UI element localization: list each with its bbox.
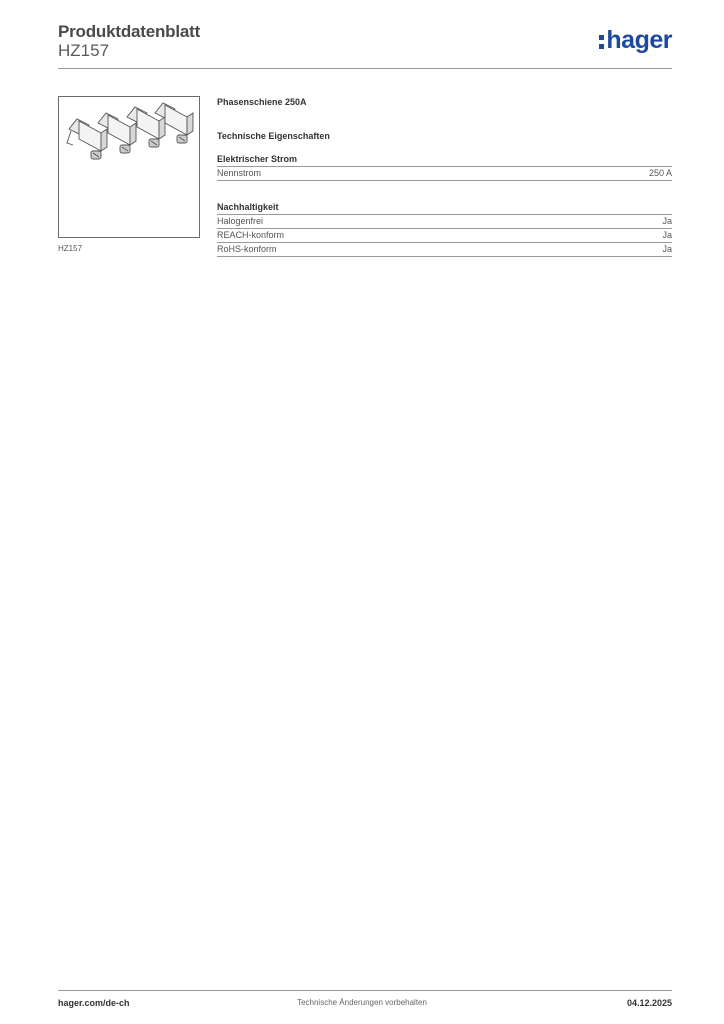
page-header xyxy=(58,20,672,70)
row-label: Nennstrom xyxy=(217,168,262,178)
group-title-sustainability: Nachhaltigkeit xyxy=(217,201,672,215)
table-row xyxy=(217,167,672,181)
spec-table xyxy=(217,96,672,257)
product-code: HZ157 xyxy=(58,41,110,60)
table-row xyxy=(217,215,672,229)
hager-logo xyxy=(599,26,672,54)
table-row xyxy=(217,243,672,257)
table-row xyxy=(217,229,672,243)
product-name: Phasenschiene 250A xyxy=(217,97,307,107)
row-value: Ja xyxy=(662,244,672,254)
row-value: 250 A xyxy=(648,168,672,178)
header-divider xyxy=(58,68,672,69)
logo-colon-icon xyxy=(599,35,604,49)
footer-date: 04.12.2025 xyxy=(626,998,672,1008)
section-title: Technische Eigenschaften xyxy=(217,131,330,141)
row-label: Halogenfrei xyxy=(217,216,264,226)
footer-disclaimer: Technische Änderungen vorbehalten xyxy=(297,998,427,1007)
image-caption: HZ157 xyxy=(58,244,83,253)
product-image xyxy=(58,96,200,238)
footer-divider xyxy=(58,990,672,991)
row-value: Ja xyxy=(662,216,672,226)
logo-wordmark: hager xyxy=(606,25,672,54)
row-label: REACH-konform xyxy=(217,230,285,240)
row-value: Ja xyxy=(662,230,672,240)
footer-website-link[interactable]: hager.com/de-ch xyxy=(58,998,130,1008)
row-label: RoHS-konform xyxy=(217,244,277,254)
busbar-clamps-illustration xyxy=(59,97,199,237)
group-title-electric: Elektrischer Strom xyxy=(217,153,672,167)
document-title: Produktdatenblatt xyxy=(58,22,201,41)
